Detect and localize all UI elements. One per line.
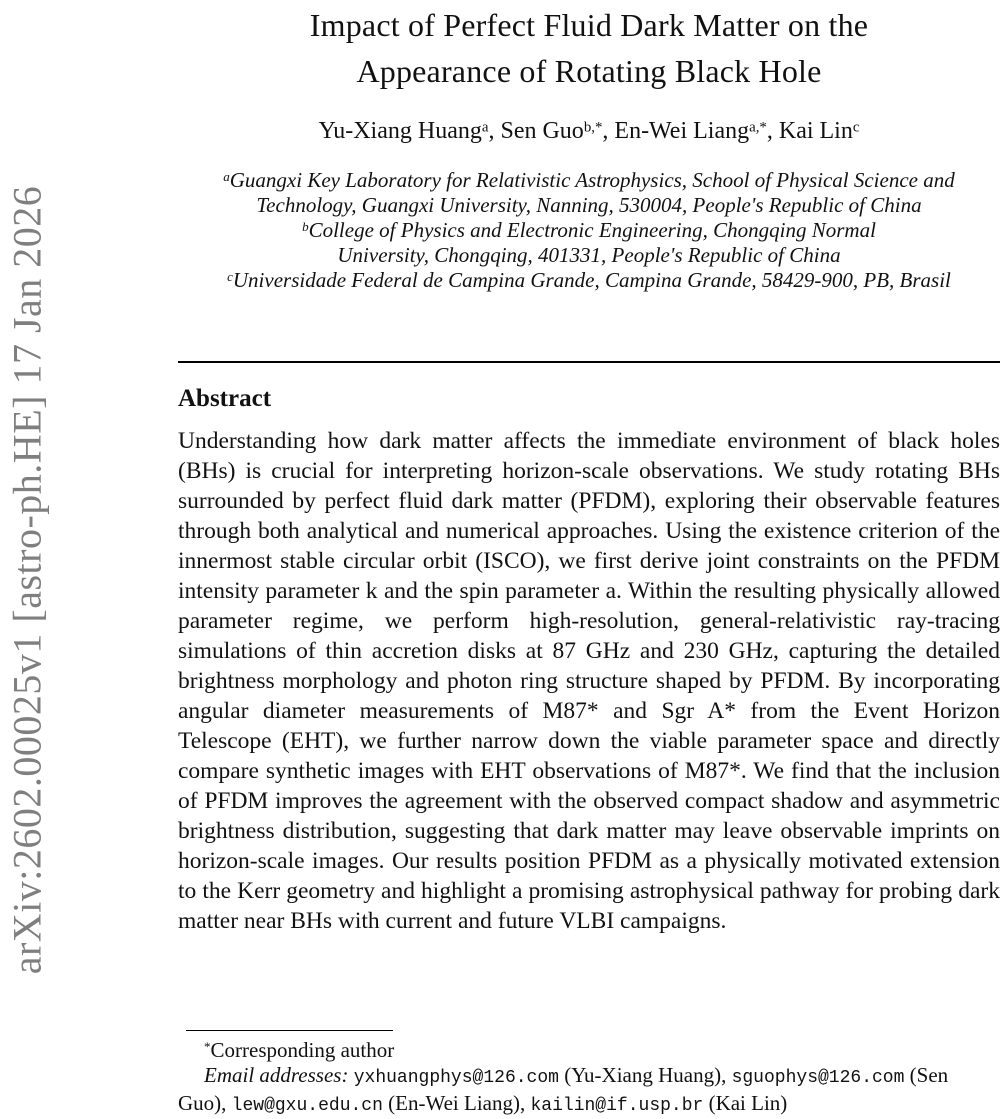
affiliation-c: $^c$Universidade Federal de Campina Grande, Campina Grande, 58429-900, PB, Brasil [227,268,951,292]
email-addresses-line [178,1063,1000,1119]
author-separator: , [488,118,501,144]
affiliation-a-superscript: a [223,169,230,185]
author-4: Kai Lin$^c$ [778,118,860,144]
email-owner-1: (Yu-Xiang Huang), [564,1063,727,1087]
author-2-superscript: b,* [583,119,603,136]
affiliation-a: $^a$Guangxi Key Laboratory for Relativistic Astrophysics, School of Physical Science and Technology, Guangxi University, Nanning, 530004, People's Republic of China [223,168,955,217]
author-1-superscript: a [481,119,489,136]
abstract-text: Understanding how dark matter affects the immediate environment of black holes (BHs) is crucial for interpreting horizon-scale observations. We study rotating BHs surrounded by perfect fluid dark matter (PFDM), exploring their observable features through both analytical and numerical approaches. Using the existence criterion of the innermost stable circular orbit (ISCO), we first derive joint constraints on the PFDM intensity parameter k and the spin parameter a. Within the resulting physically allowed parameter regime, we perform high-resolution, general-relativistic ray-tracing simulations of thin accretion disks at 87 GHz and 230 GHz, capturing the detailed brightness morphology and photon ring structure shaped by PFDM. By incorporating angular diameter measurements of M87* and Sgr A* from the Event Horizon Telescope (EHT), we further narrow down the viable parameter space and directly compare synthetic images with EHT observations of M87*. We find that the inclusion of PFDM improves the agreement with the observed compact shadow and asymmetric brightness distribution, suggesting that dark matter may leave observable imprints on horizon-scale images. Our results position PFDM as a physically motivated extension to the Kerr geometry and highlight a promising astrophysical pathway for probing dark matter near BHs with current and future VLBI campaigns. [178,428,1000,934]
author-separator: , [766,118,779,144]
email-owner-3: (En-Wei Liang), [388,1091,526,1115]
author-3: En-Wei Liang$^{a,*}$ [614,118,767,144]
email-address-2: sguophys@126.com [731,1068,905,1088]
paper-title [178,2,1000,94]
email-address-4: kailin@if.usp.br [530,1096,704,1116]
footnote-mark: * [204,1039,211,1055]
corresponding-author-note: *Corresponding author [204,1038,395,1062]
title-line-2: Appearance of Rotating Black Hole [356,53,822,89]
footnote-divider [186,1030,393,1031]
title-line-1: Impact of Perfect Fluid Dark Matter on the [309,7,869,43]
affiliation-b: $^b$College of Physics and Electronic Engineering, Chongqing Normal University, Chongqing, 401331, People's Republic of China [302,218,876,267]
author-separator: , [602,118,615,144]
author-4-superscript: c [852,119,860,136]
email-owner-2: (Sen Guo), [178,1063,949,1115]
email-address-3: lew@gxu.edu.cn [231,1096,383,1116]
affiliation-list [178,168,1000,293]
abstract-divider [178,361,1000,363]
affiliation-b-superscript: b [302,219,309,235]
email-owner-4: (Kai Lin) [708,1091,788,1115]
arxiv-watermark: arXiv:2602.00025v1 [astro-ph.HE] 17 Jan 2026 [4,185,50,975]
email-label: Email addresses: [204,1063,349,1087]
author-3-superscript: a,* [749,119,767,136]
footnote [178,1030,1000,1119]
paper-content [178,0,1000,936]
author-line [178,115,1000,147]
abstract-heading: Abstract [178,385,272,412]
author-1: Yu-Xiang Huang$^a$ [318,118,489,144]
email-address-1: yxhuangphys@126.com [353,1068,559,1088]
author-2: Sen Guo$^{b,*}$ [500,118,603,144]
affiliation-c-superscript: c [227,269,233,285]
